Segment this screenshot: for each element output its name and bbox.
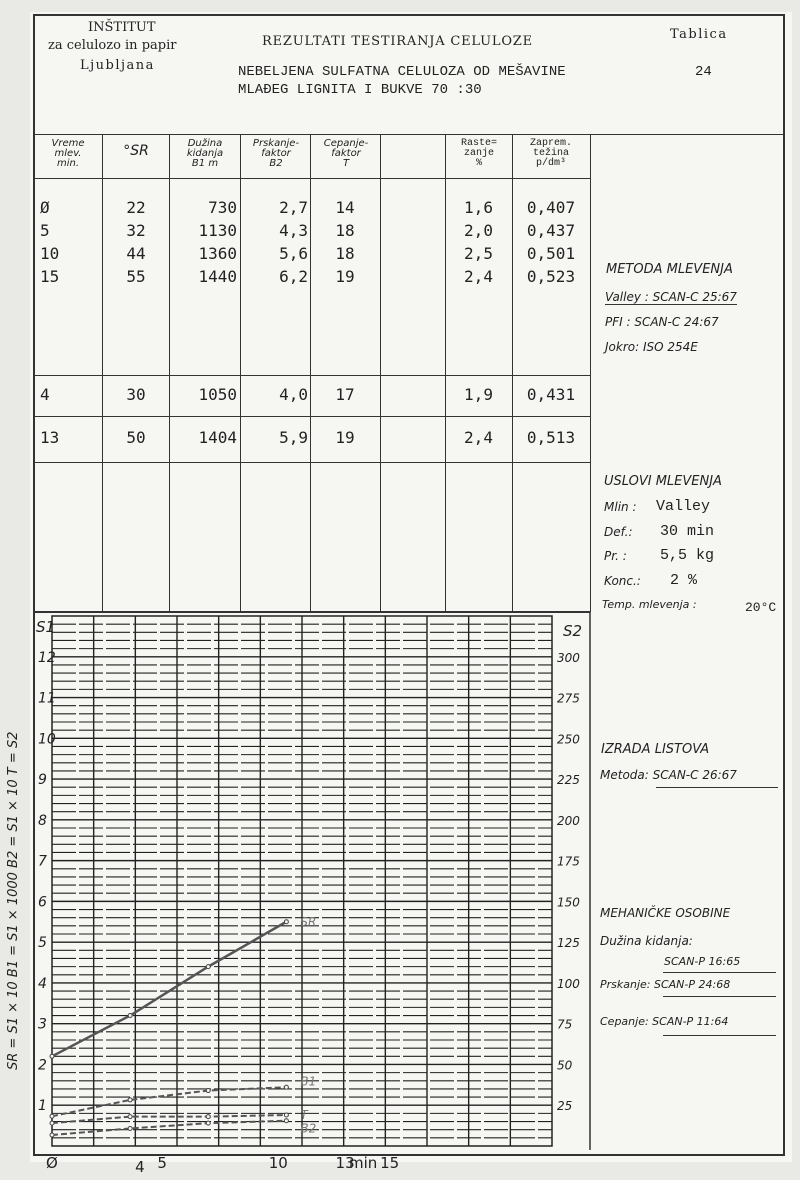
document-subtitle-2: MLAĐEG LIGNITA I BUKVE 70 :30 — [238, 82, 482, 98]
table-cell: 15 — [40, 267, 60, 286]
table-cell: 18 — [335, 244, 355, 263]
table-cell: 4,0 — [279, 385, 308, 404]
temp-value: 20°C — [745, 600, 777, 615]
meh-title: MEHANIČKE OSOBINE — [600, 906, 731, 920]
institute-subtitle: za celulozo in papir — [48, 38, 177, 53]
y-right-tick-label: 150 — [557, 895, 580, 910]
document-subtitle-1: NEBELJENA SULFATNA CELULOZA OD MEŠAVINE — [238, 64, 566, 80]
def-value: 30 min — [660, 523, 715, 540]
table-cell: 19 — [335, 267, 355, 286]
institute-name: INŠTITUT — [88, 20, 156, 35]
chart-grid — [33, 612, 590, 1150]
chart-labels — [36, 618, 582, 1176]
col-header-duzina: Dužina kidanja B1 m — [186, 138, 224, 169]
table-label: Tablica — [670, 27, 728, 42]
y-right-tick-label: 300 — [557, 650, 580, 665]
table-cell: 32 — [126, 221, 146, 240]
col-header-rastezanje: Raste= zanje % — [460, 138, 497, 169]
axis-formula-label: SR = S1 × 10 B1 = S1 × 1000 B2 = S1 × 10 T = S2 — [6, 731, 21, 1070]
x-tick-label: 4 — [135, 1158, 145, 1176]
table-cell: 50 — [126, 428, 146, 447]
x-tick-label: 15 — [380, 1154, 400, 1172]
konc-label: Konc.: — [604, 574, 641, 588]
mlin-value: Valley — [656, 498, 711, 515]
table-cell: 2,7 — [279, 198, 308, 217]
y-left-tick-label: 11 — [38, 690, 56, 707]
y-left-tick-label: 3 — [38, 1016, 47, 1033]
y-left-tick-label: 5 — [38, 935, 47, 952]
x-tick-label: 13 — [335, 1154, 355, 1172]
data-point-b1 — [284, 1085, 288, 1089]
col-header-time: Vreme mlev. min. — [51, 138, 85, 169]
table-cell: 1130 — [198, 221, 237, 240]
y-left-tick-label: 9 — [38, 772, 47, 789]
table-cell: 1360 — [198, 244, 237, 263]
series-label-sr: SR — [300, 914, 317, 929]
temp-label: Temp. mlevenja : — [602, 598, 697, 611]
data-point-b2 — [206, 1121, 210, 1125]
table-cell: 10 — [40, 244, 60, 263]
meh-duzina-label: Dužina kidanja: — [600, 934, 693, 948]
y-right-tick-label: 100 — [557, 976, 580, 991]
series-label-t: T — [300, 1108, 308, 1123]
table-number: 24 — [695, 64, 712, 80]
x-tick-label: min — [349, 1154, 378, 1172]
def-label: Def.: — [604, 525, 633, 539]
izrada-metoda: Metoda: SCAN-C 26:67 — [600, 768, 737, 782]
y-left-axis-title: S1 — [36, 618, 56, 636]
table-cell: 1404 — [198, 428, 237, 447]
data-point-b1 — [128, 1098, 132, 1102]
data-point-sr — [128, 1014, 132, 1018]
y-left-tick-label: 1 — [38, 1098, 47, 1115]
series-label-b2: B2 — [300, 1121, 317, 1136]
table-cell: 13 — [40, 428, 60, 447]
series-label-b1: B1 — [300, 1074, 317, 1089]
y-right-tick-label: 25 — [557, 1099, 573, 1114]
chart-series-group — [50, 915, 316, 1137]
meh-cepanje: Cepanje: SCAN-P 11:64 — [600, 1015, 729, 1028]
x-tick-label: 10 — [268, 1154, 288, 1172]
table-cell: 4 — [40, 385, 50, 404]
y-right-tick-label: 250 — [557, 732, 580, 747]
table-cell: 44 — [126, 244, 146, 263]
table-cell: 730 — [208, 198, 237, 217]
konc-value: 2 % — [670, 572, 698, 589]
y-right-tick-label: 225 — [557, 773, 580, 788]
institute-city: Ljubljana — [80, 58, 155, 73]
col-header-cepanje: Cepanje- faktor T — [323, 138, 369, 169]
table-cell: 19 — [335, 428, 355, 447]
pr-value: 5,5 kg — [660, 547, 715, 564]
metoda-jokro: Jokro: ISO 254E — [605, 340, 698, 354]
data-point-t — [206, 1115, 210, 1119]
x-tick-label: Ø — [46, 1154, 58, 1172]
y-right-tick-label: 275 — [557, 691, 580, 706]
y-left-tick-label: 12 — [38, 649, 56, 666]
table-cell: 6,2 — [279, 267, 308, 286]
y-right-tick-label: 50 — [557, 1058, 573, 1073]
table-cell: 55 — [126, 267, 146, 286]
data-point-b1 — [206, 1089, 210, 1093]
y-right-axis-title: S2 — [563, 622, 583, 640]
table-cell: 14 — [335, 198, 355, 217]
table-cell: 0,501 — [526, 244, 576, 263]
table-cell: 0,437 — [526, 221, 576, 240]
table-cell: 1,6 — [464, 198, 493, 217]
metoda-title: METODA MLEVENJA — [606, 262, 733, 277]
table-cell: 30 — [126, 385, 146, 404]
table-cell: 1050 — [198, 385, 237, 404]
table-cell: 5 — [40, 221, 50, 240]
table-cell: 1440 — [198, 267, 237, 286]
y-left-tick-label: 7 — [38, 853, 47, 870]
metoda-pfi: PFI : SCAN-C 24:67 — [605, 315, 719, 329]
table-cell: Ø — [40, 198, 50, 217]
metoda-valley: Valley : SCAN-C 25:67 — [605, 290, 737, 304]
data-point-sr — [206, 965, 210, 969]
series-line-b2 — [52, 1121, 286, 1135]
y-right-tick-label: 175 — [557, 854, 580, 869]
table-cell: 5,6 — [279, 244, 308, 263]
pr-label: Pr. : — [604, 549, 627, 563]
data-point-b2 — [284, 1119, 288, 1123]
table-cell: 0,513 — [526, 428, 576, 447]
data-point-b2 — [128, 1126, 132, 1130]
table-cell: 2,0 — [464, 221, 493, 240]
data-point-b1 — [50, 1114, 54, 1118]
x-tick-label: 5 — [157, 1154, 167, 1172]
table-cell: 5,9 — [279, 428, 308, 447]
table-cell: 2,4 — [464, 428, 493, 447]
mlin-label: Mlin : — [604, 500, 637, 514]
y-right-tick-label: 75 — [557, 1017, 573, 1032]
table-cell: 2,4 — [464, 267, 493, 286]
data-point-sr — [50, 1054, 54, 1058]
table-cell: 0,431 — [526, 385, 576, 404]
table-cell: 22 — [126, 198, 146, 217]
y-right-tick-label: 200 — [557, 813, 580, 828]
col-header-prskanje: Prskanje- faktor B2 — [252, 138, 300, 169]
table-cell: 17 — [335, 385, 355, 404]
y-left-tick-label: 6 — [38, 894, 47, 911]
meh-duzina-standard: SCAN-P 16:65 — [664, 955, 741, 968]
data-point-t — [284, 1113, 288, 1117]
table-cell: 2,5 — [464, 244, 493, 263]
table-cell: 0,523 — [526, 267, 576, 286]
document-title: REZULTATI TESTIRANJA CELULOZE — [262, 34, 533, 49]
table-cell: 4,3 — [279, 221, 308, 240]
table-cell: 0,407 — [526, 198, 576, 217]
data-point-t — [128, 1115, 132, 1119]
data-point-t — [50, 1121, 54, 1125]
col-header-zapremina: Zaprem. težina p/dm³ — [529, 138, 572, 169]
y-left-tick-label: 2 — [38, 1057, 47, 1074]
series-line-b1 — [52, 1087, 286, 1116]
col-header-sr: °SR — [123, 143, 149, 159]
y-left-tick-label: 10 — [38, 731, 56, 748]
table-cell: 18 — [335, 221, 355, 240]
izrada-title: IZRADA LISTOVA — [601, 742, 710, 757]
meh-prskanje: Prskanje: SCAN-P 24:68 — [600, 978, 731, 991]
table-cell: 1,9 — [464, 385, 493, 404]
y-left-tick-label: 8 — [38, 812, 47, 829]
uslovi-title: USLOVI MLEVENJA — [604, 474, 722, 489]
data-point-sr — [284, 920, 288, 924]
y-left-tick-label: 4 — [38, 975, 47, 992]
y-right-tick-label: 125 — [557, 936, 580, 951]
data-point-b2 — [50, 1133, 54, 1137]
